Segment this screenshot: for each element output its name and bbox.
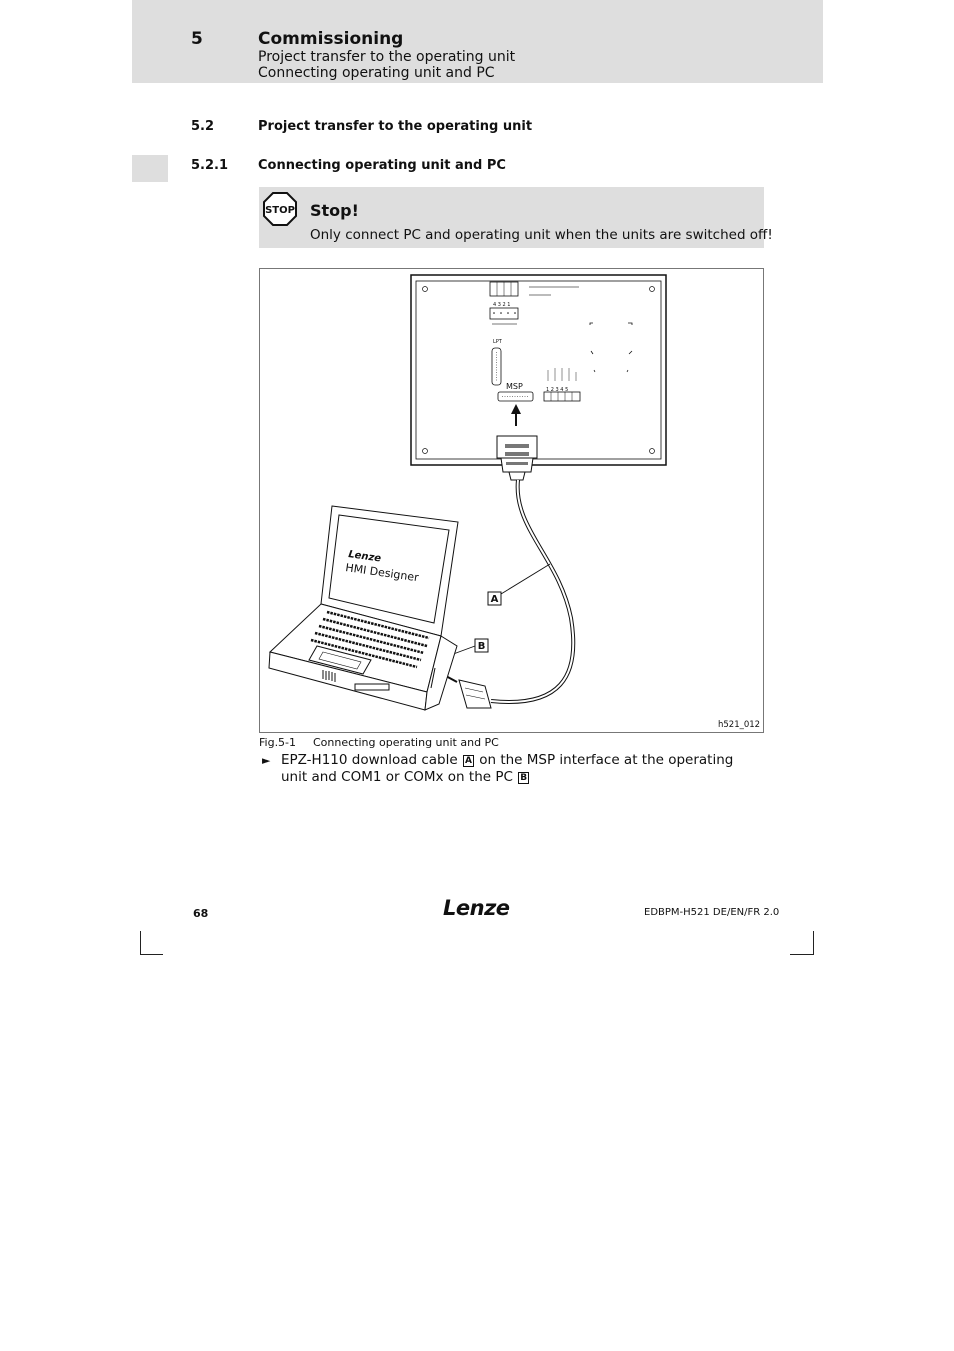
breadcrumb-line-1: Project transfer to the operating unit — [258, 49, 516, 65]
breadcrumb-line-2: Connecting operating unit and PC — [258, 65, 495, 81]
margin-marker — [132, 155, 168, 182]
lenze-logo: Lenze — [443, 896, 510, 920]
figure-image-id: h521_012 — [718, 720, 761, 730]
connection-diagram — [259, 268, 764, 733]
instruction-part-2: on the MSP interface at the operating unit and COM1 or COMx on the PC — [281, 752, 734, 785]
lpt-label: LPT — [493, 339, 502, 345]
section-title: Project transfer to the operating unit — [258, 119, 533, 134]
crop-mark — [790, 954, 814, 955]
stop-text: Only connect PC and operating unit when the units are switched off! — [310, 227, 773, 243]
document-id: EDBPM-H521 DE/EN/FR 2.0 — [644, 907, 780, 918]
instruction-part-1: EPZ-H110 download cable — [281, 752, 458, 768]
instruction-text — [281, 752, 761, 786]
subsection-number: 5.2.1 — [191, 158, 229, 173]
laptop-brand-text: Lenze — [347, 549, 382, 565]
laptop-screen-text: HMI Designer — [344, 561, 420, 585]
bullet-arrow-icon: ► — [262, 754, 271, 767]
callout-b-tag: B — [520, 773, 528, 783]
figure-caption: Connecting operating unit and PC — [313, 736, 499, 749]
cable-connector-com — [459, 680, 491, 708]
crop-mark — [813, 931, 814, 955]
laptop-illustration — [269, 506, 458, 710]
callout-b-label: B — [477, 641, 486, 652]
terminal-top-numbers: 4 3 2 1 — [493, 302, 511, 308]
callout-a-label: A — [490, 594, 499, 605]
page-number: 68 — [193, 907, 209, 920]
msp-label: MSP — [506, 382, 523, 391]
stop-sign-text: STOP — [265, 205, 295, 216]
chapter-number: 5 — [191, 29, 203, 49]
stop-heading: Stop! — [310, 201, 359, 220]
subsection-title: Connecting operating unit and PC — [258, 158, 506, 173]
cable-connector-msp — [497, 436, 537, 480]
terminal-bottom-numbers: 1 2 3 4 5 — [546, 387, 569, 393]
stop-sign-icon — [263, 192, 297, 226]
figure-label: Fig.5-1 — [259, 736, 297, 749]
crop-mark — [140, 931, 141, 955]
operating-unit-panel — [411, 275, 666, 465]
crop-mark — [140, 954, 163, 955]
callout-a-tag: A — [464, 756, 472, 766]
chapter-title: Commissioning — [258, 29, 404, 49]
section-number: 5.2 — [191, 119, 215, 134]
